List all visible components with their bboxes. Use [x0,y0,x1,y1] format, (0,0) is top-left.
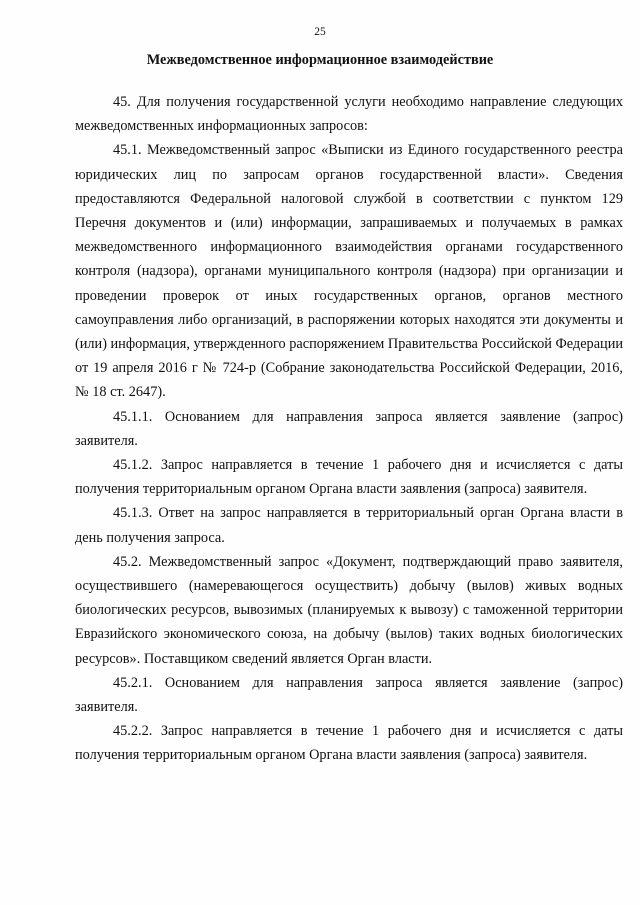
paragraph-45-1-2: 45.1.2. Запрос направляется в течение 1 рабочего дня и исчисляется с даты получения территориальным органом Органа власти заявления (запроса) заявителя. [75,457,623,498]
paragraph-45-1-3: 45.1.3. Ответ на запрос направляется в территориальный орган Органа власти в день получения запроса. [75,505,623,546]
paragraph-45-2-1: 45.2.1. Основанием для направления запроса является заявление (запрос) заявителя. [75,674,623,716]
paragraph-45: 45. Для получения государственной услуги необходимо направление следующих межведомственных информационных запросов: [75,94,623,135]
document-body [75,90,623,768]
paragraph-45-1-1: 45.1.1. Основанием для направления запроса является заявление (запрос) заявителя. [75,408,623,449]
paragraph-45-2: 45.2. Межведомственный запрос «Документ, подтверждающий право заявителя, осуществившего (намеревающегося осуществить) добычу (вылов) живых водных биологических ресурсов, вывозимых (планируемых к вывозу) с таможенной территории Евразийского экономического союза, на добычу (вылов) таких водных биологических ресурсов». Поставщиком сведений является Орган власти. [75,553,623,667]
paragraph-45-2-2: 45.2.2. Запрос направляется в течение 1 рабочего дня и исчисляется с даты получения территориальным органом Органа власти заявления (запроса) заявителя. [75,723,623,764]
paragraph-45-1: 45.1. Межведомственный запрос «Выписки из Единого государственного реестра юридических лиц по запросам органов государственной власти». Сведения предоставляются Федеральной налоговой службой в соответствии с пунктом 129 Перечня документов и (или) информации, запрашиваемых и получаемых в рамках межведомственного информационного взаимодействия органами государственного контроля (надзора), органами муниципального контроля (надзора) при организации и проведении проверок от иных государственных органов, органов местного самоуправления либо организаций, в распоряжении которых находятся эти документы и (или) информация, утвержденного распоряжением Правительства Российской Федерации от 19 апреля 2016 г № 724-р (Собрание законодательства Российской Федерации, 2016, № 18 ст. 2647). [75,142,624,401]
page-number: 25 [314,26,326,38]
section-heading: Межведомственное информационное взаимодействие [146,52,494,68]
